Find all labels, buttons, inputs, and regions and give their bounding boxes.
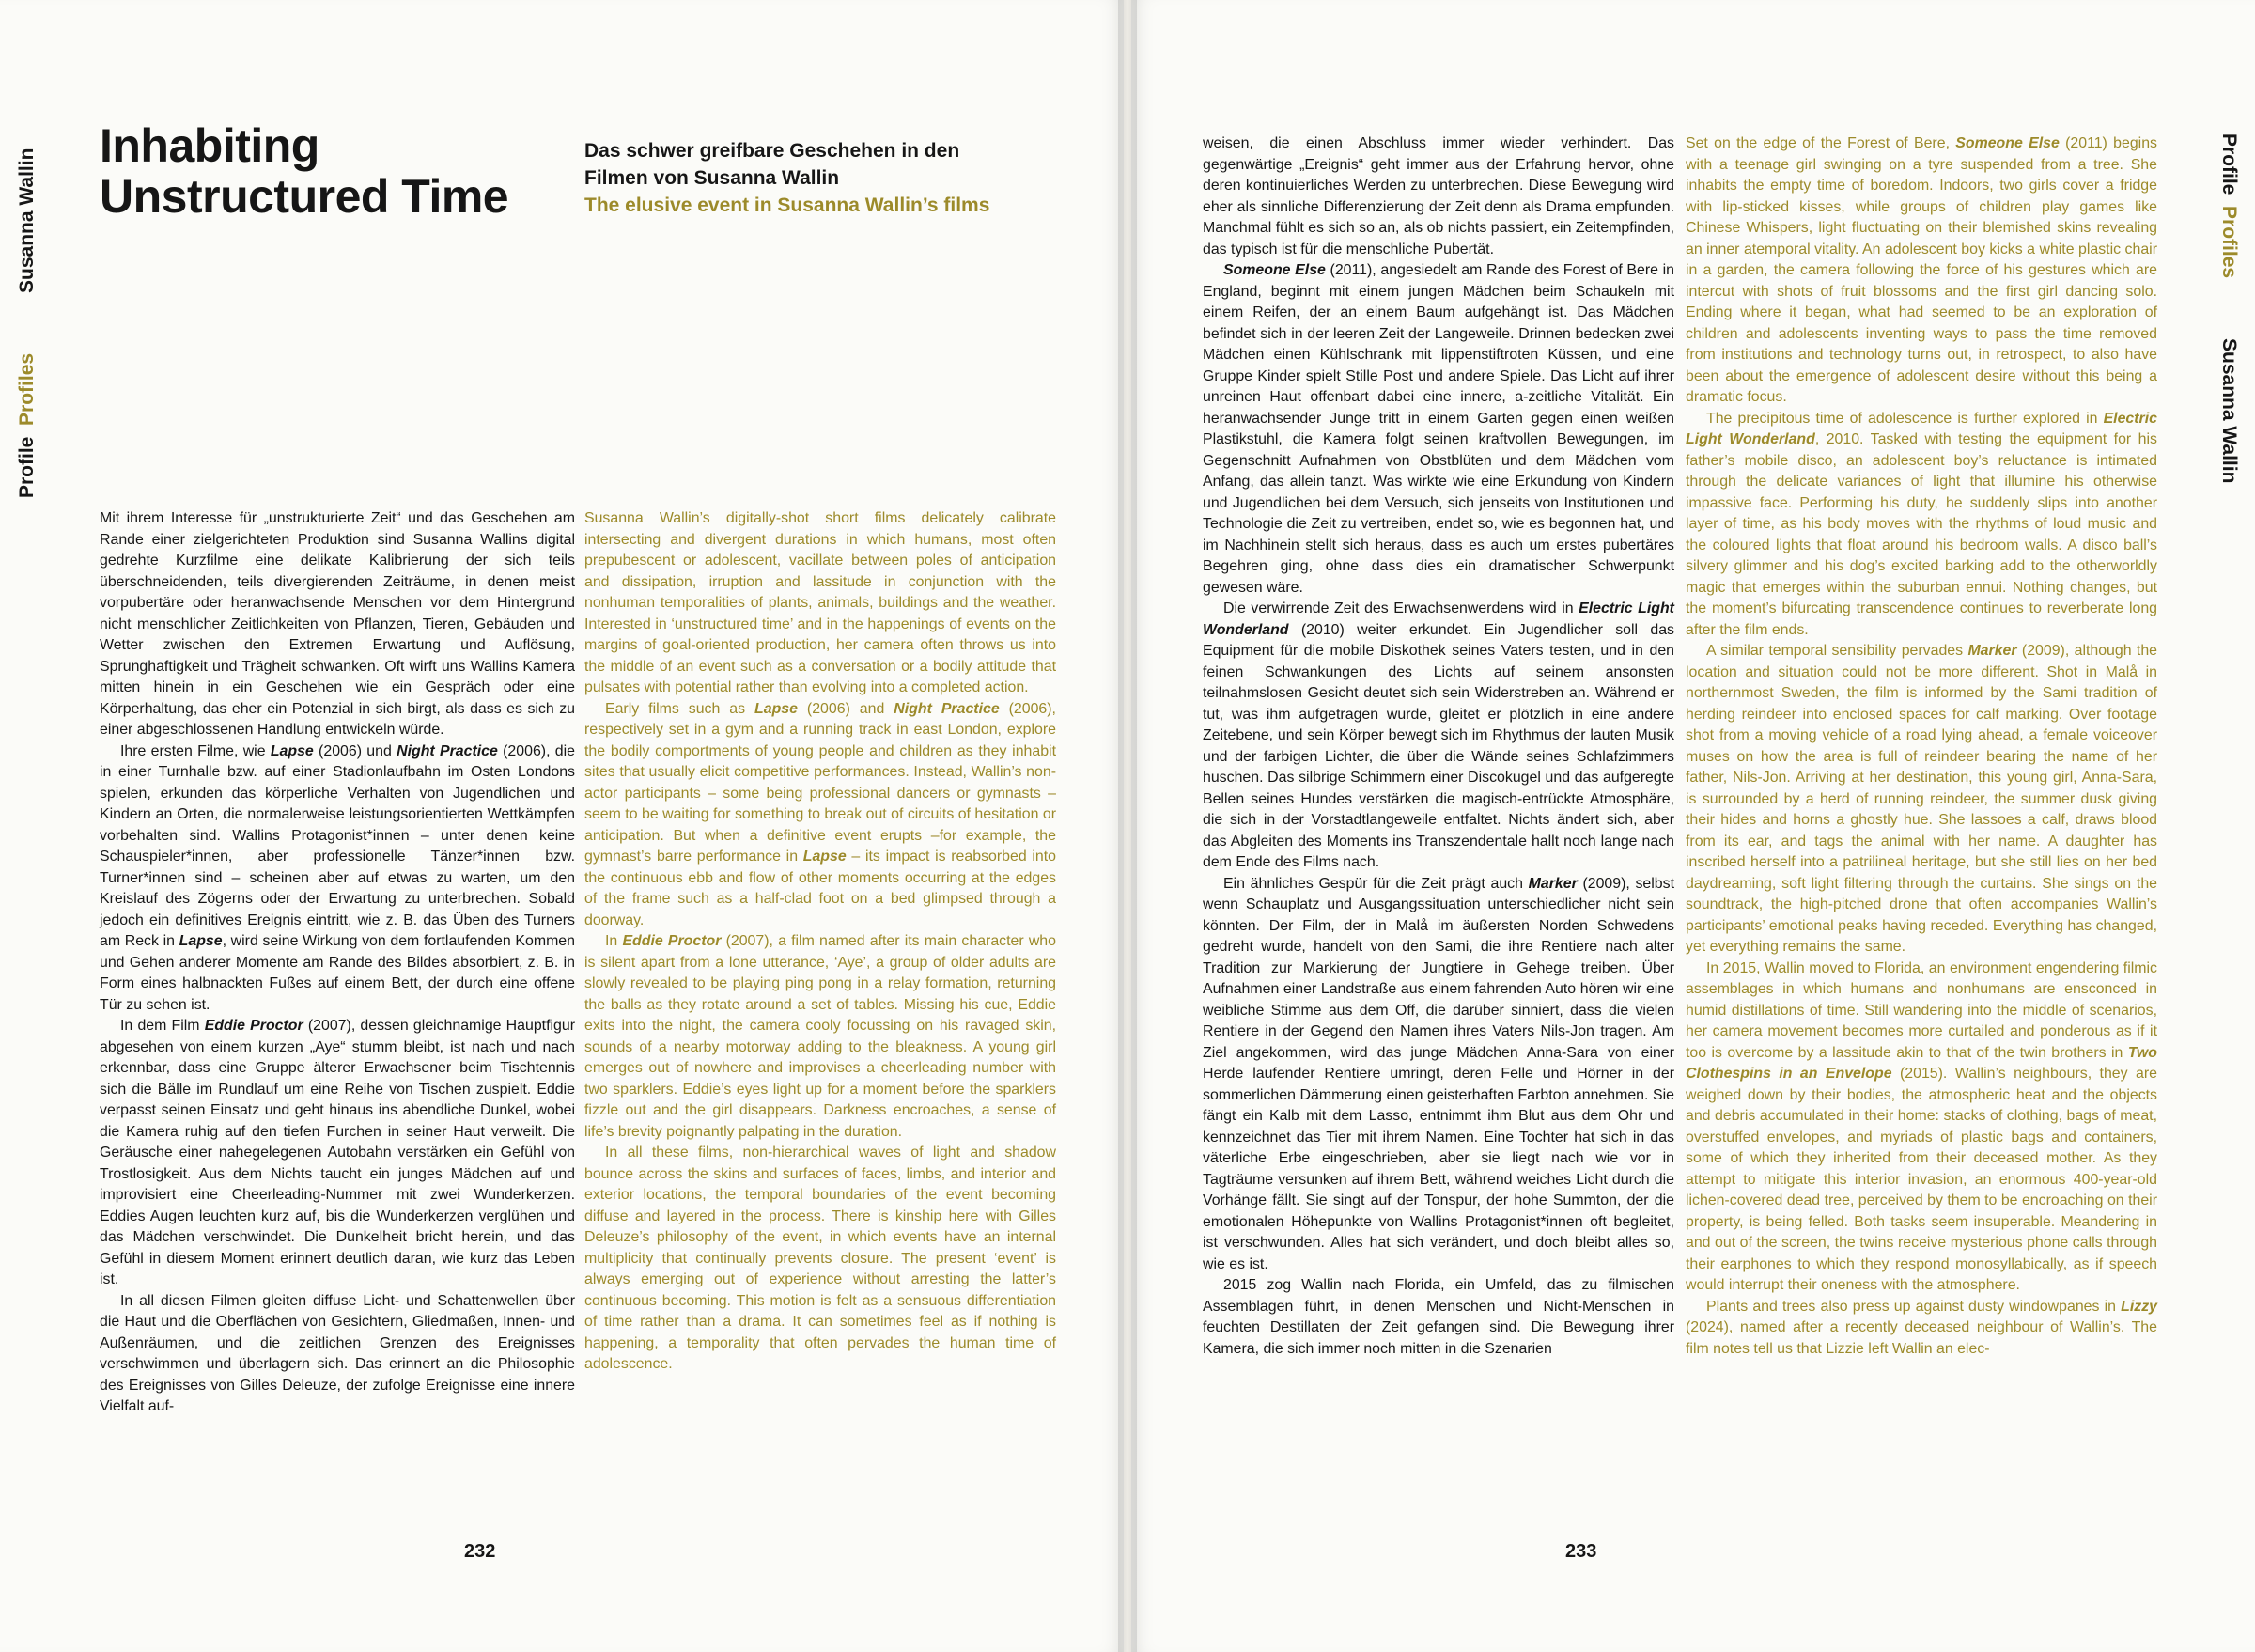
subtitle-en: The elusive event in Susanna Wallin’s films [584, 195, 990, 216]
article-subtitle [584, 137, 1073, 219]
paragraph: In all diesen Filmen gleiten diffuse Licht- und Schattenwellen über die Haut und die Oberflächen von Gesichtern, Gliedmaßen, Innen- und Außenräumen, und die zeitlichen Grenzen des Ereignisses verschwimmen und überlagern sich. Das erinnert an die Philosophie des Ereignisses von Gilles Deleuze, der zufolge Ereignisse eine innere Vielfalt auf- [100, 1292, 575, 1414]
text-run: Early films such as [605, 700, 755, 717]
text-run: (2006), die in einer Turnhalle bzw. auf einer Stadionlaufbahn im Osten Londons spielen, erkunden das körperliche Verhalten von Jugendlichen und Kindern an Orten, die normalerweise leistungsorientierten Wettkämpfen vorbehalten sind. Wallins Protagonist*innen – unter denen keine Schauspieler*innen, aber professionelle Tänzer*innen bzw. Turner*innen sind – scheinen aber auf etwas zu warten, um den Kreislauf des Zögerns oder der Erwartung zu unterbrechen. Sobald jedoch ein definitives Ereignis eintritt, wie z. B. das Üben des Turners am Reck in [100, 742, 575, 949]
paragraph: In all these films, non-hierarchical waves of light and shadow bounce across the skins and surfaces of faces, limbs, and interior and exterior locations, the temporal boundaries of the event becoming diffuse and layered in the process. There is kinship here with Gilles Deleuze’s philosophy of the event, in which events have an internal multiplicity that continually prevents closure. The present ‘event’ is always emerging out of experience without arresting the latter’s continuous becoming. This motion is felt as a sensuous differentiation of time rather than a drama. It can sometimes feel as if nothing is happening, a temporality that often pervades the human time of adolescence. [584, 1145, 1056, 1372]
paragraph [1686, 641, 2157, 958]
text-run: (2010) weiter erkundet. Ein Jugendlicher soll das Equipment für die mobile Diskothek seines Vaters testen, und in den feinen Schwankungen des Lichts auf seinem ansonsten teilnahmslosen Gesicht deutet sich sein Widerstreben an. Während er tut, was ihm aufgetragen wurde, gleitet er plötzlich in eine andere Zeitebene, und sein Körper bewegt sich im Rhythmus der lauten Musik und der farbigen Lichter, die über die Wände seines Schlafzimmers huschen. Das silbrige Schimmern einer Discokugel und das aufgeregte Bellen seines Hundes verstärken die magisch-entrückte Atmosphäre, die sich in der Vorstadtlangeweile entfaltet. Nichts ändert sich, aber das Abgleiten des Moments ins Transzendentale hallt noch lange nach dem Ende des Films nach. [1203, 621, 1674, 870]
film-title: Lapse [754, 700, 798, 717]
german-column-right [1203, 133, 1674, 1360]
article-title-line1: Inhabiting [100, 119, 319, 172]
left-running-head-profile: Profile [16, 436, 38, 498]
text-run: (2024), named after a recently deceased neighbour of Wallin’s. The film notes tell us that Lizzie left Wallin an elec- [1686, 1319, 2157, 1357]
text-run: Ihre ersten Filme, wie [120, 742, 271, 759]
text-run: In [605, 933, 623, 949]
paragraph [1203, 599, 1674, 874]
german-column-left [100, 508, 575, 1418]
page-number-right: 233 [1565, 1541, 1597, 1562]
text-run: , 2010. Tasked with testing the equipment for his father’s mobile disco, an adolescent boy’s reluctance is intimated through the delicate variances of light that illumine his otherwise impassive face. Performing his duty, he suddenly slips into another layer of time, as his body moves with the rhythms of loud music and the coloured lights that float around his bedroom walls. A disco ball’s silvery glimmer and his dog’s excited barking add to the otherworldly magic that emerges within the suburban ennui. Nothing changes, but the moment’s bifurcating transcendence continues to reverberate long after the film ends. [1686, 431, 2157, 638]
film-title: Lapse [270, 742, 314, 759]
text-run: (2011) begins with a teenage girl swinging on a tyre suspended from a tree. She inhabits the empty time of boredom. Indoors, two girls cover a fridge with lip-sticked kisses, while groups of children play games like Chinese Whispers, light fluctuating on their blemished skins revealing an inner atemporal vitality. An adolescent boy kicks a white plastic chair in a garden, the camera following the force of his gestures which are intercut with shots of fruit blossoms and the first girl dancing solo. Ending where it began, what had seemed to be an exploration of children and adolescents inventing ways to pass the time removed from institutions and technology turns out, in retrospect, to also have been about the emergence of adolescent desire without this being a dramatic focus. [1686, 135, 2157, 405]
paragraph [1686, 133, 2157, 409]
paragraph [584, 699, 1056, 932]
film-title: Eddie Proctor [622, 933, 722, 949]
text-run: (2006) und [313, 742, 397, 759]
film-title: Marker [1528, 875, 1578, 892]
text-run: Die verwirrende Zeit des Erwachsenwerdens wird in [1223, 600, 1579, 616]
text-run: Ein ähnliches Gespür für die Zeit prägt auch [1223, 875, 1529, 892]
text-run: (2006) and [797, 700, 894, 717]
text-run: The precipitous time of adolescence is further explored in [1706, 410, 2104, 427]
paragraph [1686, 409, 2157, 642]
right-running-head-section [2219, 133, 2239, 278]
paragraph [584, 931, 1056, 1143]
text-run: In dem Film [120, 1018, 205, 1034]
paragraph: Susanna Wallin’s digitally-shot short films delicately calibrate intersecting and divergent durations in which humans, most often prepubescent or adolescent, vacillate between poles of anticipation and dissipation, irruption and lassitude in conjunction with the nonhuman temporalities of plants, animals, buildings and the weather. Interested in ‘unstructured time’ and in the happenings of events on the margins of goal-oriented production, her camera often throws us into the middle of an event such as a conversation or a bodily attitude that pulsates with potential rather than evolving into a completed action. [584, 510, 1056, 695]
text-run: (2009), although the location and situation could not be more different. Shot in Malå in northernmost Sweden, the film is informed by the Sami tradition of herding reindeer into enclosed spaces for calf marking. Over footage shot from a moving vehicle of a road lying ahead, a female voiceover muses on how the area is full of reindeer bearing the name of her father, Nils-Jon. Arriving at her destination, this young girl, Anna-Sara, is surrounded by a herd of running reindeer, the summer dusk giving their hides and horns a ghostly hue. She lassoes a calf, draws blood from its ear, and tags the animal with her name. A daughter has inscribed herself into a patrilineal heritage, but she still lies on her bed daydreaming, soft light filtering through the curtains. She sings on the soundtrack, the high-pitched drone that often accompanies Wallin’s participants’ emotional peaks having receded. Everything has changed, yet everything remains the same. [1686, 643, 2158, 955]
text-run: (2007), dessen gleichnamige Hauptfigur abgesehen von einem kurzen „Aye“ stumm bleibt, ist nach und nach erkennbar, dass eine Gruppe älterer Erwachsener beim Tischtennis sich die Bälle im Rundlauf um eine Reihe von Tischen zuspielt. Eddie verpasst seinen Einsatz und geht hinaus ins abendliche Dunkel, wobei die Kamera ruhig auf den tiefen Furchen in seiner Haut verweilt. Die Geräusche einer nahegelegenen Autobahn verstärken ein Gefühl von Trostlosigkeit. Aus dem Nichts taucht ein junges Mädchen auf und improvisiert eine Cheerleading-Nummer mit zwei Wunderkerzen. Eddies Augen leuchten kurz auf, bis die Wunderkerzen verglühen und das Mädchen verschwindet. Die Dunkelheit bricht herein, und das Gefühl in diesem Moment erinnert deutlich daran, wie kurz das Leben ist. [100, 1018, 575, 1287]
film-title: Two Clothespins in an Envelope [1686, 1044, 2157, 1082]
film-title: Electric Light Wonderland [1686, 410, 2157, 447]
paragraph [1203, 874, 1674, 1276]
paragraph [100, 1016, 575, 1291]
subtitle-de-line2: Filmen von Susanna Wallin [584, 167, 840, 189]
film-title: Lapse [179, 933, 223, 949]
film-title: Lizzy [2121, 1298, 2157, 1315]
text-run: A similar temporal sensibility pervades [1706, 643, 1968, 659]
film-title: Lapse [802, 849, 847, 865]
english-column-left [584, 508, 1056, 1376]
right-running-head-profiles: Profiles [2218, 206, 2240, 279]
right-running-head-author: Susanna Wallin [2218, 338, 2240, 484]
paragraph [1203, 260, 1674, 599]
right-running-head-profile: Profile [2218, 133, 2240, 195]
text-run: (2009), selbst wenn Schauplatz und Ausgangssituation unterschiedlicher nicht sein könnten. Der Film, der in Malå im äußersten Norden Schwedens gedreht wurde, handelt von den Sami, die ihre Rentiere nach alter Tradition zur Markierung der Jungtiere in Gehege treiben. Über Aufnahmen einer Landstraße aus einem fahrenden Auto hören wir eine weibliche Stimme aus dem Off, die darüber sinniert, dass die vielen Rentiere in der Gegend den Namen ihres Vaters Nils-Jon tragen. Am Ziel angekommen, wird das junge Mädchen Anna-Sara von einer Herde laufender Rentiere umringt, deren Felle und Hörner in der sommerlichen Dämmerung einen geisterhaften Farbton annehmen. Sie fängt ein Kalb mit dem Lasso, entnimmt ihm Blut aus dem Ohr und kennzeichnet das Tier mit ihrem Namen. Eine Tochter hat sich in das väterliche Erbe eingeschrieben, aber sie liegt nach wie vor in Tagträume versunken auf ihrem Bett, während weiches Licht durch die Vorhänge fällt. Sie singt auf der Tonspur, der hohe Summton, der die emotionalen Höhepunkte von Wallins Protagonist*innen oft begleitet, ist verschwunden. Alles hat sich verändert, und doch bleibt alles so, wie es ist. [1203, 875, 1674, 1272]
text-run: – its impact is reabsorbed into the continuous ebb and flow of other moments occurring at the edges of the frame such as a half-clad foot on a bed glimpsed through a doorway. [584, 849, 1056, 928]
paragraph: 2015 zog Wallin nach Florida, ein Umfeld, das zu filmischen Assemblagen führt, in denen Menschen und Nicht-Menschen in feuchten Destillaten der Zeit gefangen sind. Die Bewegung ihrer Kamera, die sich immer noch mitten in die Szenarien [1203, 1277, 1674, 1357]
film-title: Eddie Proctor [204, 1018, 303, 1034]
article-title-line2: Unstructured Time [100, 170, 509, 223]
film-title: Someone Else [1955, 135, 2060, 151]
text-run: Plants and trees also press up against dusty windowpanes in [1706, 1298, 2122, 1315]
text-run: (2011), angesiedelt am Rande des Forest of Bere in England, beginnt mit einem jungen Mädchen beim Schaukeln mit einem Reifen, der an einem Baum aufgehängt ist. Das Mädchen befindet sich in der leeren Zeit der Langeweile. Drinnen bedecken zwei Mädchen einen Kühlschrank mit lippenstiftroten Küssen, und eine Gruppe Kinder spielt Stille Post und andere Spiele. Das Licht auf ihrer unreinen Haut offenbart dabei eine innere, a-zeitliche Vitalität. Ein heranwachsender Junge tritt in einem Garten gegen einen weißen Plastikstuhl, die Kamera folgt seinen kraftvollen Bewegungen, im Gegenschnitt Aufnahmen von Obstblüten und dem Mädchen vom Anfang, das allein tanzt. Was wirkte wie eine Erkundung von Kindern und Jugendlichen bei dem Versuch, sich jenseits von Institutionen und Technologie die Zeit zu vertreiben, endet so, wie es begonnen hat, und im Nachhinein stellt sich heraus, dass es auch um erstes pubertäres Begehren ging, ohne dass dies ein dramatischer Schwerpunkt gewesen wäre. [1203, 262, 1674, 596]
film-title: Night Practice [397, 742, 498, 759]
film-title: Electric Light Wonderland [1203, 600, 1674, 638]
film-title: Marker [1967, 643, 2017, 659]
book-gutter [1118, 0, 1137, 1652]
film-title: Night Practice [894, 700, 1000, 717]
paragraph [1686, 1297, 2157, 1361]
english-column-right [1686, 133, 2157, 1360]
film-title: Someone Else [1223, 262, 1326, 278]
text-run: , wird seine Wirkung von dem fortlaufenden Kommen und Gehen anderer Momente am Rande des Bildes absorbiert, z. B. in Form eines halbnackten Fußes auf einem Bett, der durch eine offene Tür zu sehen ist. [100, 933, 575, 1013]
left-running-head-section [17, 353, 37, 498]
left-running-head-author: Susanna Wallin [16, 148, 38, 293]
page-number-left: 232 [464, 1541, 496, 1562]
article-title [100, 120, 508, 222]
subtitle-de-line1: Das schwer greifbare Geschehen in den [584, 140, 960, 162]
text-run: In 2015, Wallin moved to Florida, an environment engendering filmic assemblages in which humans and nonhumans are ensconced in humid distillations of time. Still wandering into the middle of scenarios, her camera movement becomes more curtailed and ponderous as if it too is overcome by a lassitude akin to that of the twin brothers in [1686, 959, 2157, 1061]
paragraph: weisen, die einen Abschluss immer wieder verhindert. Das gegenwärtige „Ereignis“ geht immer aus der Erfahrung hervor, ohne deren kontinuierliches Werden zu unterbrechen. Diese Bewegung wird eher als sinnliche Differenzierung der Zeit denn als Drama empfunden. Manchmal fühlt es sich so an, als ob nichts passiert, ein Zeitempfinden, das typisch ist für die menschliche Pubertät. [1203, 135, 1674, 257]
text-run: (2006), respectively set in a gym and a running track in east London, explore the bodily comportments of young people and children as they inhabit sites that usually elicit competitive performances. Instead, Wallin’s non-actor participants – some being professional dancers or gymnasts –seem to be waiting for something to break out of circuits of hesitation or anticipation. But when a definitive event erupts –for example, the gymnast’s barre performance in [584, 700, 1056, 865]
paragraph [1686, 958, 2157, 1297]
left-running-head-profiles: Profiles [16, 352, 38, 426]
text-run: (2015). Wallin’s neighbours, they are weighed down by their bodies, the atmospheric heat and the objects and debris accumulated in their home: stacks of clothing, bags of meat, overstuffed envelopes, and myriads of plastic bags and containers, some of which they inherited from their deceased mother. As they attempt to mitigate this interior invasion, an enormous 400-year-old lichen-covered dead tree, perceived by them to be encroaching on their property, is being felled. Both tasks seem insuperable. Meandering in and out of the screen, the twins receive mysterious phone calls through their earphones to which they respond monosyllabically, as if speech would interrupt their oneness with the atmosphere. [1686, 1066, 2157, 1293]
text-run: Set on the edge of the Forest of Bere, [1686, 135, 1956, 151]
paragraph: Mit ihrem Interesse für „unstrukturierte Zeit“ und das Geschehen am Rande einer zielgerichteten Produktion sind Susanna Wallins digital gedrehte Kurzfilme eine delikate Kalibrierung der sich teils überschneidenden, teils divergierenden Zeiträume, in denen meist vorpubertäre oder heranwachsende Menschen vor dem Hintergrund nicht menschlicher Zeitlichkeiten von Pflanzen, Tieren, Gebäuden und Wetter zwischen den Extremen Erwartung und Auflösung, Sprunghaftigkeit und Trägheit schwanken. Oft wirft uns Wallins Kamera mitten hinein in ein Geschehen wie ein Gespräch oder eine Körperhaltung, das eher ein Potenzial in sich birgt, als dass es sich zu einer abgeschlossenen Handlung entwickeln würde. [100, 510, 575, 738]
text-run: (2007), a film named after its main character who is silent apart from a lone utterance, ‘Aye’, a group of older adults are slowly revealed to be playing ping pong in a relay formation, returning the balls as they rotate around a set of tables. Missing his cue, Eddie exits into the night, the camera cooly focussing on his ravaged skin, sounds of a nearby motorway adding to the bleakness. A young girl emerges out of nowhere and improvises a cheerleading number with two sparklers. Eddie’s eyes light up for a moment before the sparklers fizzle out and the girl disappears. Darkness encroaches, a sense of life’s brevity poignantly palpating in the duration. [584, 933, 1056, 1140]
paragraph [100, 741, 575, 1017]
